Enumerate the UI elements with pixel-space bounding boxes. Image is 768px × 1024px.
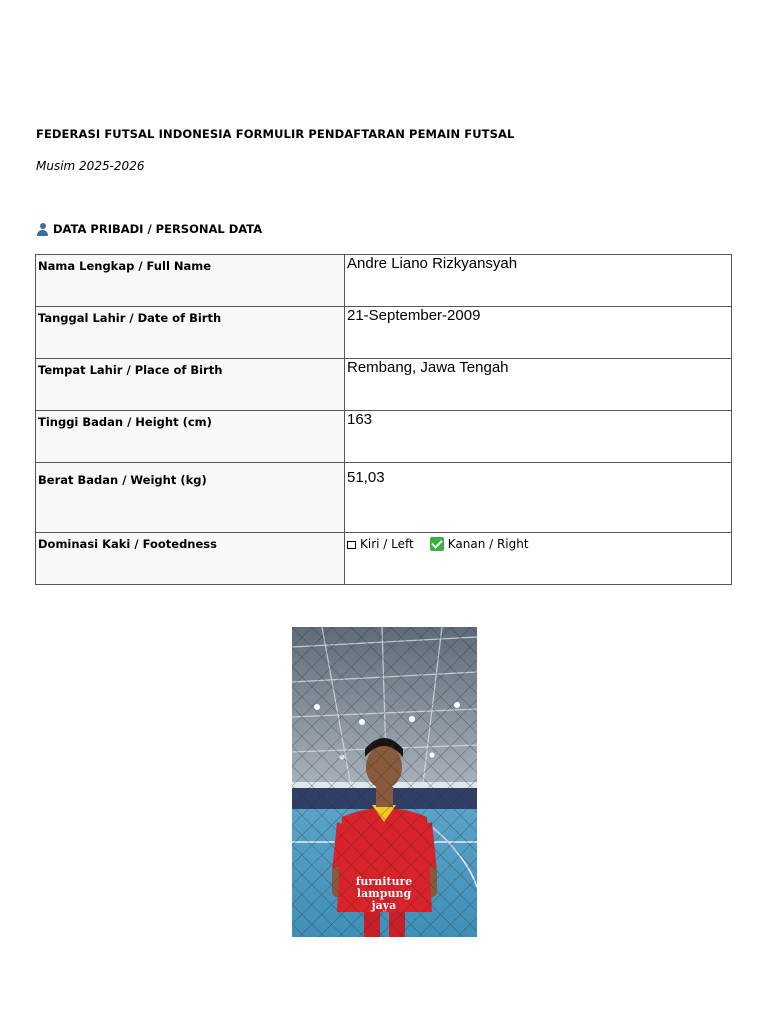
place-of-birth-value: Rembang, Jawa Tengah: [345, 359, 732, 411]
full-name-value: Andre Liano Rizkyansyah: [345, 255, 732, 307]
left-foot-checkbox[interactable]: [347, 541, 356, 549]
table-row: [36, 533, 732, 585]
table-row: [36, 255, 732, 307]
footedness-value: [345, 533, 732, 585]
field-label: Tinggi Badan / Height (cm): [36, 411, 345, 463]
height-value: 163: [345, 411, 732, 463]
field-label: Berat Badan / Weight (kg): [36, 463, 345, 533]
date-of-birth-value: 21-September-2009: [345, 307, 732, 359]
section-heading: [36, 222, 262, 236]
season-label: Musim 2025-2026: [36, 159, 145, 173]
personal-data-table: [35, 254, 732, 585]
field-label: Dominasi Kaki / Footedness: [36, 533, 345, 585]
right-foot-label: Kanan / Right: [447, 537, 529, 551]
table-row: [36, 411, 732, 463]
person-icon: [36, 223, 49, 236]
document-title: FEDERASI FUTSAL INDONESIA FORMULIR PENDAFTARAN PEMAIN FUTSAL: [36, 127, 515, 141]
table-row: [36, 463, 732, 533]
table-row: [36, 359, 732, 411]
table-row: [36, 307, 732, 359]
field-label: Tanggal Lahir / Date of Birth: [36, 307, 345, 359]
right-foot-checkbox[interactable]: [430, 537, 444, 551]
player-photo: [292, 627, 477, 937]
field-label: Nama Lengkap / Full Name: [36, 255, 345, 307]
weight-value: 51,03: [345, 463, 732, 533]
section-heading-text: DATA PRIBADI / PERSONAL DATA: [53, 222, 263, 236]
field-label: Tempat Lahir / Place of Birth: [36, 359, 345, 411]
left-foot-label: Kiri / Left: [360, 537, 414, 551]
